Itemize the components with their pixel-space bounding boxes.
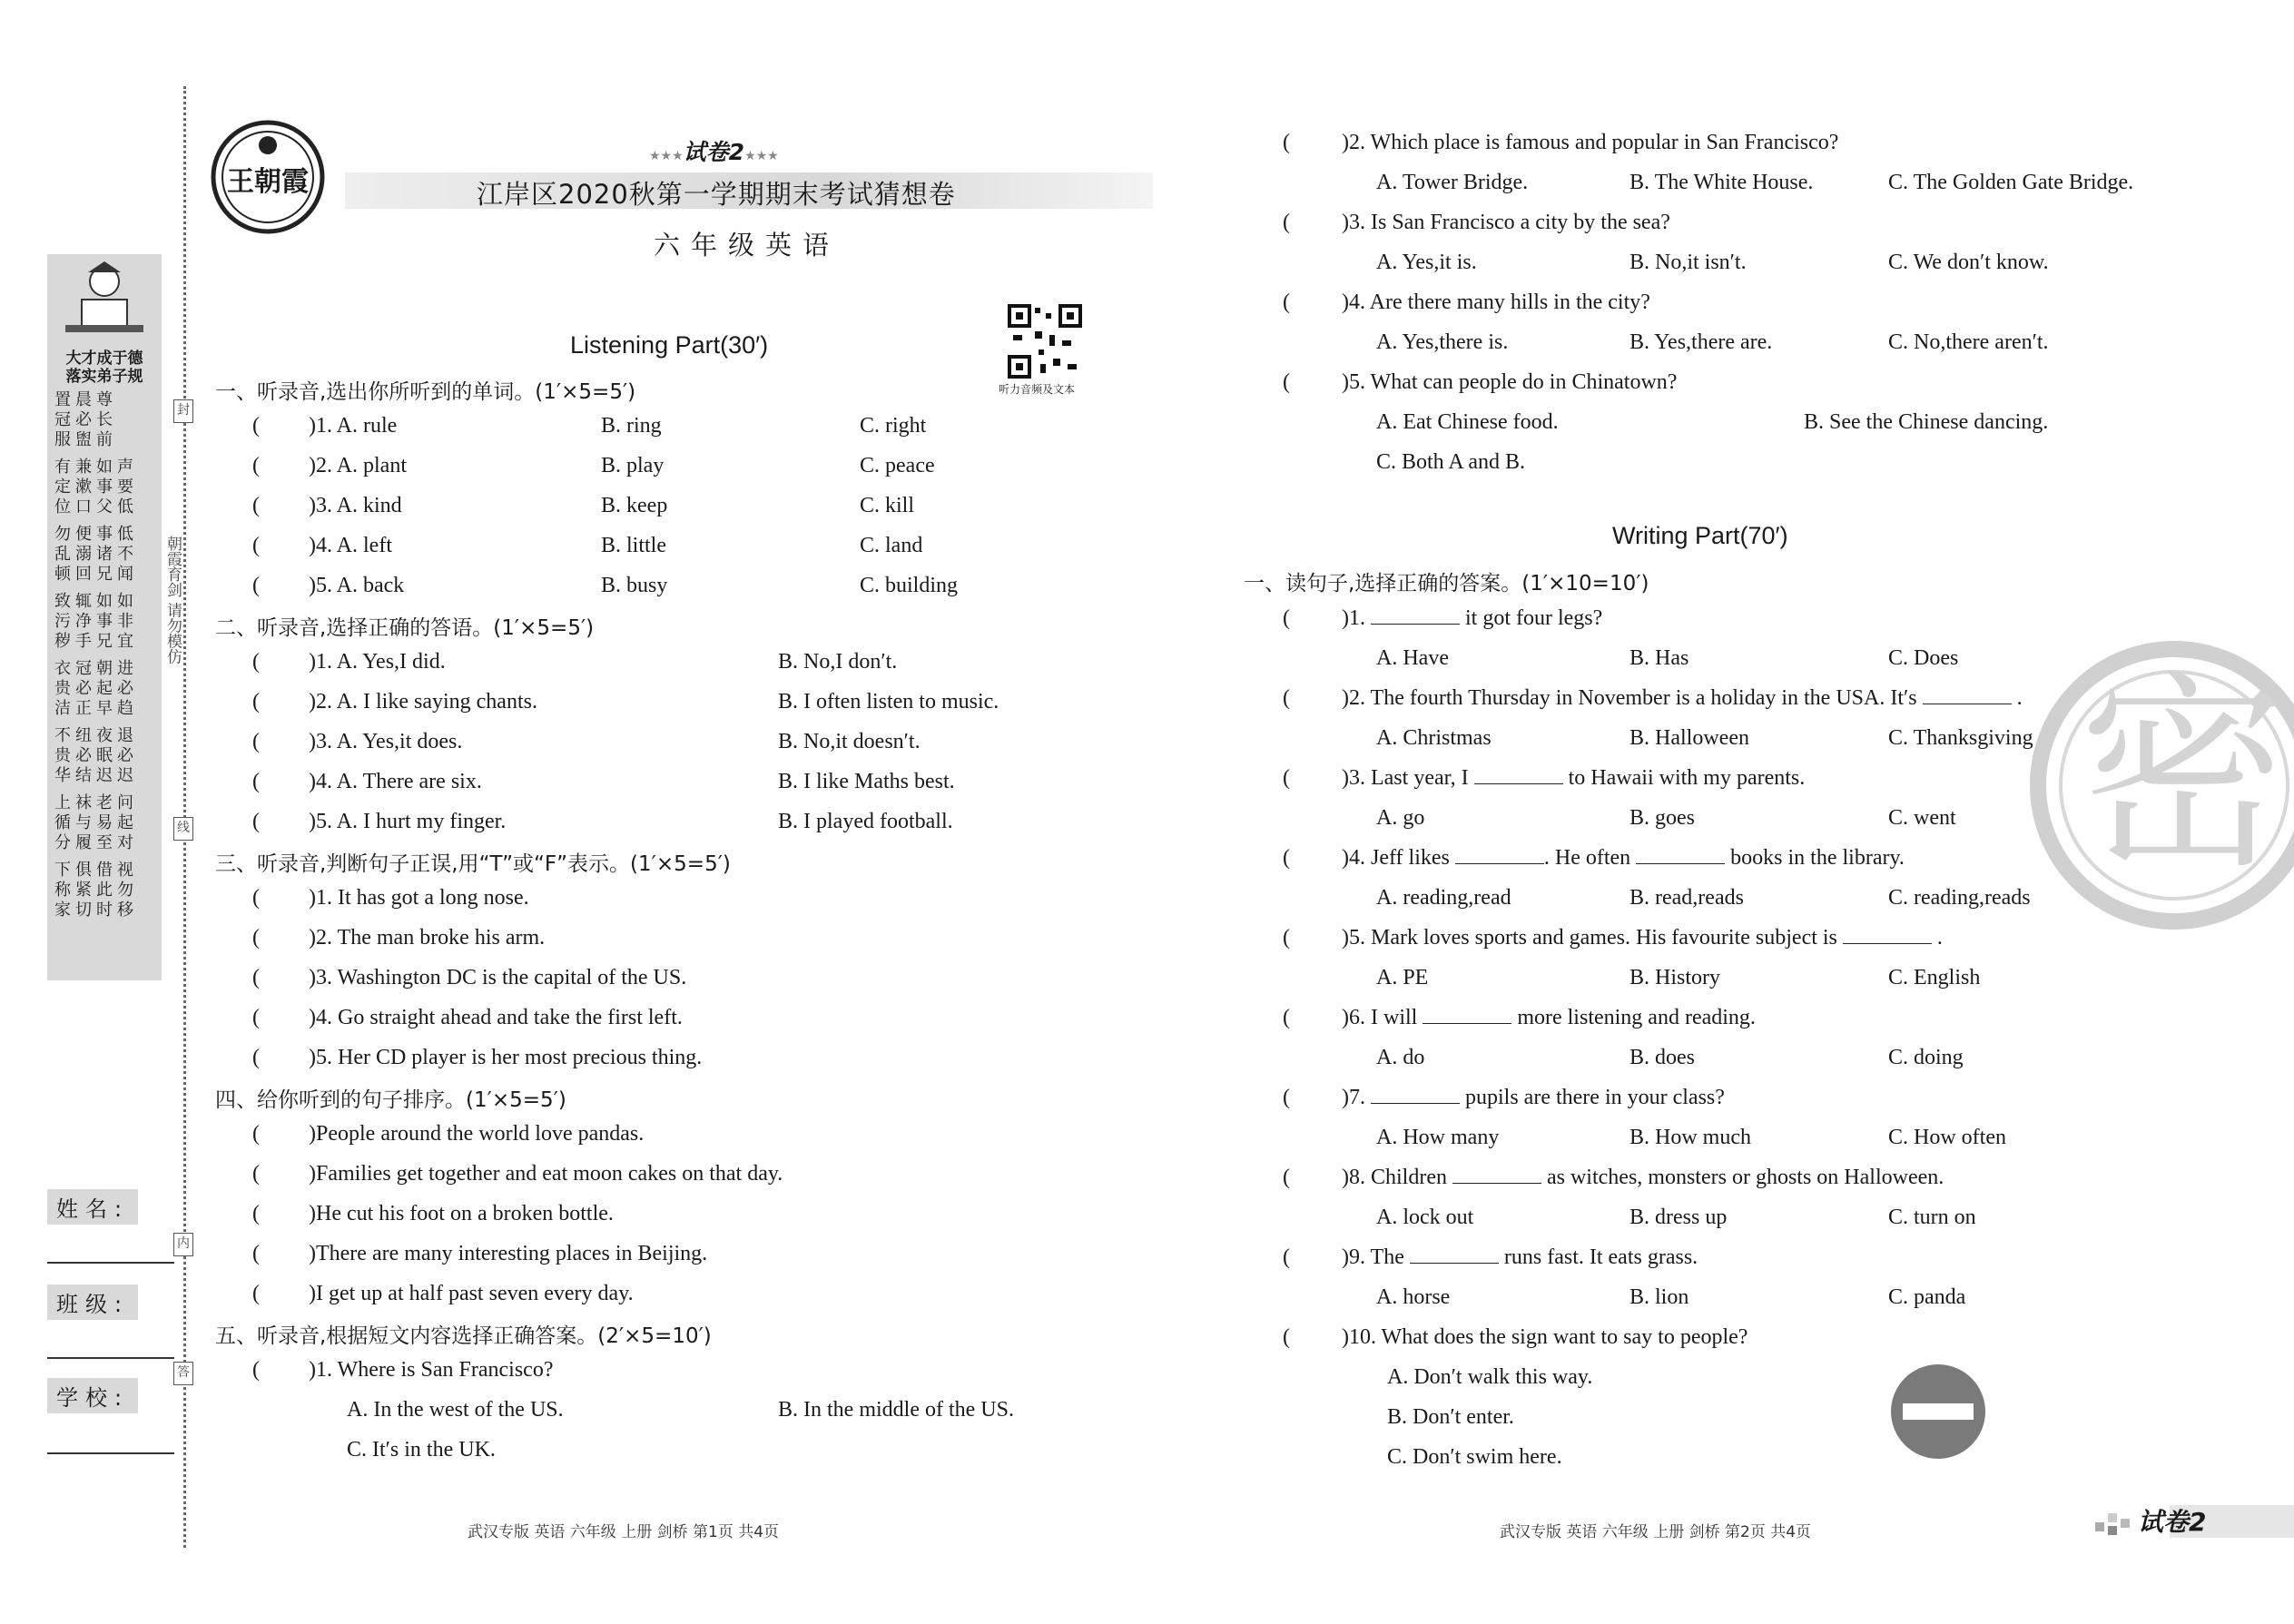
fold-mark: 封: [173, 399, 193, 423]
verse-line: 定漱事要: [54, 477, 138, 497]
answer-blank[interactable]: [1371, 606, 1460, 625]
choice-option-c: C. Thanksgiving: [1888, 726, 2033, 750]
choice-option-b: B. keep: [601, 494, 668, 517]
answer-bracket[interactable]: (: [1283, 370, 1290, 394]
verse-line: 家切时移: [54, 901, 138, 920]
motto-line-2: 落实弟子规: [65, 368, 143, 386]
qr-code[interactable]: [1008, 304, 1082, 379]
verse-line: 冠必长: [54, 410, 117, 429]
verse-line: 勿便事低: [54, 525, 138, 544]
answer-bracket[interactable]: (: [1283, 1245, 1290, 1269]
choice-option-a: )5. A. back: [309, 574, 405, 597]
question-text: )2. Which place is famous and popular in San Francisco?: [1342, 131, 1839, 154]
question-stem: )6. I will: [1342, 1006, 1418, 1029]
answer-bracket[interactable]: (: [252, 574, 260, 597]
answer-bracket[interactable]: (: [252, 454, 260, 477]
answer-blank[interactable]: [1410, 1245, 1499, 1264]
verse-line: 致辄如如: [54, 592, 138, 611]
question-text: [1342, 686, 2023, 711]
school-label: 学校:: [47, 1378, 138, 1413]
answer-bracket[interactable]: (: [1283, 1325, 1290, 1349]
question-stem: more listening and reading.: [1517, 1006, 1756, 1029]
choice-option-a: A. do: [1376, 1046, 1425, 1069]
verse-line: 衣冠朝进: [54, 659, 138, 678]
answer-bracket[interactable]: (: [252, 1046, 260, 1069]
listening-part-title: Listening Part(30′): [570, 331, 769, 359]
choice-option-a: A. reading,read: [1376, 886, 1511, 910]
answer-bracket[interactable]: (: [252, 1162, 260, 1186]
choice-option-b: B. busy: [601, 574, 668, 597]
answer-bracket[interactable]: (: [252, 1242, 260, 1265]
verse-line: 循与易起: [54, 813, 138, 832]
answer-bracket[interactable]: (: [1283, 926, 1290, 950]
choice-option-b: B. dress up: [1629, 1206, 1728, 1229]
choice-option-c: C. doing: [1888, 1046, 1964, 1069]
choice-option-b: B. The White House.: [1629, 171, 1814, 194]
question-stem: )1.: [1342, 606, 1365, 630]
section-1-heading: 一、听录音,选出你所听到的单词。(1′×5=5′): [215, 380, 636, 404]
choice-option-c: C. It′s in the UK.: [347, 1438, 496, 1462]
verse-group: [54, 458, 156, 517]
motto-line-1: 大才成于德: [65, 349, 143, 368]
verse-line: 乱溺诸不: [54, 545, 138, 564]
true-false-statement: )3. Washington DC is the capital of the US.: [309, 966, 687, 989]
paper-tag-text: 试卷2: [683, 139, 745, 165]
answer-bracket[interactable]: (: [1283, 846, 1290, 870]
question-stem: .: [1936, 926, 1943, 950]
answer-bracket[interactable]: (: [252, 690, 260, 714]
choice-option-c: C. Does: [1888, 646, 1959, 670]
question-stem: )3. Last year, I: [1342, 766, 1469, 790]
choice-option-b: B. I played football.: [778, 810, 953, 833]
choice-option-b: B. In the middle of the US.: [778, 1398, 1014, 1422]
answer-blank[interactable]: [1923, 686, 2012, 704]
choice-option-a: A. PE: [1376, 966, 1429, 989]
question-stem: . He often: [1543, 846, 1631, 870]
verse-line: 不纽夜退: [54, 726, 138, 745]
choice-option-a: A. Yes,it is.: [1376, 251, 1477, 274]
choice-option-b: B. I like Maths best.: [778, 770, 955, 793]
choice-option-b: B. See the Chinese dancing.: [1804, 410, 2049, 434]
question-stem: runs fast. It eats grass.: [1503, 1245, 1698, 1269]
question-stem: to Hawaii with my parents.: [1568, 766, 1806, 790]
choice-option-b: B. Yes,there are.: [1629, 330, 1773, 354]
choice-option-a: )2. A. I like saying chants.: [309, 690, 537, 714]
answer-bracket[interactable]: (: [1283, 290, 1290, 314]
stamp-character: 密: [2079, 655, 2289, 897]
choice-option-c: C. English: [1888, 966, 1981, 989]
question-text: )10. What does the sign want to say to people?: [1342, 1325, 1748, 1349]
section-2-heading: 二、听录音,选择正确的答语。(1′×5=5′): [215, 616, 595, 640]
verse-line: 贵必眠必: [54, 746, 138, 765]
answer-blank[interactable]: [1452, 1166, 1541, 1184]
answer-blank[interactable]: [1455, 846, 1544, 864]
answer-bracket[interactable]: (: [1283, 766, 1290, 790]
choice-option-b: B. goes: [1629, 806, 1695, 830]
answer-bracket[interactable]: (: [252, 1006, 260, 1029]
choice-option-a: )4. A. left: [309, 534, 392, 557]
choice-option-a: )1. A. rule: [309, 414, 398, 438]
name-label: 姓名:: [47, 1189, 138, 1225]
choice-option-b: B. does: [1629, 1046, 1695, 1069]
choice-option-c: C. How often: [1888, 1126, 2006, 1149]
ordering-sentence: )Families get together and eat moon cakes on that day.: [309, 1162, 783, 1186]
class-label: 班级:: [47, 1284, 138, 1320]
verse-line: 贵必起必: [54, 679, 138, 698]
answer-bracket[interactable]: (: [252, 1358, 260, 1382]
verse-group: [54, 390, 156, 450]
choice-option-c: C. We don′t know.: [1888, 251, 2049, 274]
choice-option-b: B. play: [601, 454, 665, 477]
question-text: [1342, 1086, 1725, 1110]
choice-option-a: A. go: [1376, 806, 1425, 830]
answer-blank[interactable]: [1474, 766, 1563, 784]
answer-bracket[interactable]: (: [252, 810, 260, 833]
name-field[interactable]: [47, 1262, 174, 1264]
question-stem: )5. Mark loves sports and games. His favourite subject is: [1342, 926, 1837, 950]
verse-line: 分履至对: [54, 833, 138, 852]
question-stem: .: [2016, 686, 2023, 710]
section-3-heading: 三、听录音,判断句子正误,用“T”或“F”表示。(1′×5=5′): [215, 852, 731, 876]
answer-blank[interactable]: [1843, 926, 1932, 944]
answer-bracket[interactable]: (: [1283, 211, 1290, 234]
answer-bracket[interactable]: (: [1283, 686, 1290, 710]
choice-option-a: A. Christmas: [1376, 726, 1492, 750]
verse-line: 洁正早趋: [54, 699, 138, 718]
verse-line: 顿回兄闻: [54, 565, 138, 584]
answer-bracket[interactable]: (: [252, 414, 260, 438]
verse-line: 下俱借视: [54, 861, 138, 880]
verse-line: 华结迟迟: [54, 766, 138, 785]
verse-line: 位口父低: [54, 497, 138, 517]
verse-group: [54, 659, 156, 719]
choice-option-a: A. Don′t walk this way.: [1387, 1365, 1593, 1389]
choice-option-c: C. Don′t swim here.: [1387, 1445, 1562, 1469]
question-text: )5. What can people do in Chinatown?: [1342, 370, 1678, 394]
choice-option-b: B. Halloween: [1629, 726, 1749, 750]
answer-bracket[interactable]: (: [252, 966, 260, 989]
question-stem: as witches, monsters or ghosts on Halloween.: [1546, 1166, 1944, 1189]
choice-option-b: B. Has: [1629, 646, 1689, 670]
verse-group: [54, 861, 156, 920]
scholar-illustration: [47, 254, 162, 345]
choice-option-b: B. I often listen to music.: [778, 690, 999, 714]
verse-line: 服盥前: [54, 430, 117, 449]
choice-option-b: B. read,reads: [1629, 886, 1744, 910]
question-text: [1342, 846, 1905, 871]
choice-option-a: A. Tower Bridge.: [1376, 171, 1529, 194]
choice-option-a: )3. A. kind: [309, 494, 402, 517]
answer-bracket[interactable]: (: [252, 730, 260, 753]
ordering-sentence: )People around the world love pandas.: [309, 1122, 645, 1146]
answer-blank[interactable]: [1423, 1006, 1511, 1024]
choice-option-a: A. lock out: [1376, 1206, 1474, 1229]
question-text: )3. Is San Francisco a city by the sea?: [1342, 211, 1670, 234]
question-stem: )7.: [1342, 1086, 1365, 1109]
question-text: [1342, 926, 1943, 950]
section-5-heading: 五、听录音,根据短文内容选择正确答案。(2′×5=10′): [215, 1324, 712, 1348]
choice-option-c: C. panda: [1888, 1285, 1966, 1309]
question-text: [1342, 766, 1805, 791]
choice-option-b: B. little: [601, 534, 666, 557]
true-false-statement: )1. It has got a long nose.: [309, 886, 529, 910]
choice-option-b: B. lion: [1629, 1285, 1689, 1309]
school-field[interactable]: [47, 1452, 174, 1454]
verse-line: 上袜老问: [54, 793, 138, 812]
choice-option-a: A. horse: [1376, 1285, 1451, 1309]
true-false-statement: )5. Her CD player is her most precious thing.: [309, 1046, 703, 1069]
verse-line: 秽手兄宜: [54, 632, 138, 651]
ordering-sentence: )He cut his foot on a broken bottle.: [309, 1202, 614, 1225]
answer-bracket[interactable]: (: [1283, 1086, 1290, 1109]
question-text: [1342, 606, 1602, 631]
fold-mark: 内: [173, 1233, 193, 1256]
choice-option-c: C. turn on: [1888, 1206, 1976, 1229]
qr-caption: 听力音频及文本: [999, 383, 1076, 396]
paper-tag: ★★★试卷2★★★: [649, 139, 779, 165]
fold-mark: 答: [173, 1362, 193, 1385]
writing-section-1-heading: 一、读句子,选择正确的答案。(1′×10=10′): [1244, 572, 1649, 595]
ordering-sentence: )I get up at half past seven every day.: [309, 1282, 634, 1305]
question-text: )4. Are there many hills in the city?: [1342, 290, 1650, 314]
choice-option-b: B. ring: [601, 414, 662, 438]
question-stem: )4. Jeff likes: [1342, 846, 1450, 870]
writing-part-title: Writing Part(70′): [1612, 522, 1788, 549]
choice-option-c: C. reading,reads: [1888, 886, 2031, 910]
fold-mark: 线: [173, 817, 193, 841]
question-text: [1342, 1166, 1944, 1190]
choice-option-b: B. No,it isn′t.: [1629, 251, 1747, 274]
verse-group: [54, 592, 156, 652]
choice-option-c: C. Both A and B.: [1376, 450, 1526, 474]
sidebar-verses: [54, 390, 156, 928]
answer-bracket[interactable]: (: [252, 1202, 260, 1225]
verse-group: [54, 525, 156, 585]
choice-option-a: )3. A. Yes,it does.: [309, 730, 463, 753]
question-stem: pupils are there in your class?: [1465, 1086, 1725, 1109]
answer-bracket[interactable]: (: [252, 1122, 260, 1146]
verse-group: [54, 793, 156, 853]
footer-left: 武汉专版 英语 六年级 上册 剑桥 第1页 共4页: [468, 1523, 780, 1541]
choice-option-a: )5. A. I hurt my finger.: [309, 810, 507, 833]
choice-option-a: A. Have: [1376, 646, 1449, 670]
true-false-statement: )2. The man broke his arm.: [309, 926, 546, 950]
answer-bracket[interactable]: (: [252, 534, 260, 557]
answer-bracket[interactable]: (: [252, 926, 260, 950]
question-stem: books in the library.: [1730, 846, 1905, 870]
footer-right: 武汉专版 英语 六年级 上册 剑桥 第2页 共4页: [1500, 1523, 1812, 1541]
choice-option-a: A. In the west of the US.: [347, 1398, 564, 1422]
choice-option-c: C. The Golden Gate Bridge.: [1888, 171, 2134, 194]
question-text: [1342, 1006, 1756, 1030]
question-stem: it got four legs?: [1465, 606, 1603, 630]
answer-blank[interactable]: [1371, 1086, 1460, 1104]
choice-option-c: C. kill: [860, 494, 915, 517]
choice-option-c: C. went: [1888, 806, 1956, 830]
choice-option-a: )2. A. plant: [309, 454, 407, 477]
answer-blank[interactable]: [1636, 846, 1725, 864]
answer-bracket[interactable]: (: [1283, 1006, 1290, 1029]
fold-text: 朝霞育剑 请勿模仿: [163, 536, 182, 664]
answer-bracket[interactable]: (: [252, 886, 260, 910]
choice-option-b: B. Don′t enter.: [1387, 1405, 1514, 1429]
choice-option-b: B. No,it doesn′t.: [778, 730, 921, 753]
choice-option-a: A. How many: [1376, 1126, 1500, 1149]
choice-option-c: C. building: [860, 574, 959, 597]
choice-option-c: C. land: [860, 534, 923, 557]
verse-group: [54, 726, 156, 786]
question-stem: )2. The fourth Thursday in November is a holiday in the USA. It′s: [1342, 686, 1917, 710]
choice-option-b: B. How much: [1629, 1126, 1751, 1149]
question-stem: )8. Children: [1342, 1166, 1447, 1189]
choice-option-a: )4. A. There are six.: [309, 770, 482, 793]
answer-bracket[interactable]: (: [1283, 606, 1290, 630]
choice-option-a: A. Yes,there is.: [1376, 330, 1509, 354]
question-text: [1342, 1245, 1698, 1270]
verse-line: 污净事非: [54, 612, 138, 631]
exam-title: 江岸区2020秋第一学期期末考试猜想卷: [477, 179, 956, 210]
answer-bracket[interactable]: (: [252, 1282, 260, 1305]
answer-bracket[interactable]: (: [1283, 1166, 1290, 1189]
choice-option-c: C. peace: [860, 454, 935, 477]
answer-bracket[interactable]: (: [1283, 131, 1290, 154]
choice-option-b: B. History: [1629, 966, 1721, 989]
question-stem: )9. The: [1342, 1245, 1404, 1269]
choice-option-b: B. No,I don′t.: [778, 650, 898, 674]
sidebar-motto: [47, 254, 162, 386]
verse-line: 称紧此勿: [54, 881, 138, 900]
choice-option-c: C. No,there aren′t.: [1888, 330, 2049, 354]
class-field[interactable]: [47, 1357, 174, 1359]
true-false-statement: )4. Go straight ahead and take the first left.: [309, 1006, 683, 1029]
brand-logo-text: 王朝霞: [227, 166, 309, 198]
no-entry-sign-icon: [1888, 1362, 1988, 1462]
choice-option-a: )1. A. Yes,I did.: [309, 650, 446, 674]
answer-bracket[interactable]: (: [252, 494, 260, 517]
verse-line: 有兼如声: [54, 458, 138, 477]
answer-bracket[interactable]: (: [252, 650, 260, 674]
verse-line: 置晨尊: [54, 390, 117, 409]
footer-paper-tag: 试卷2: [2138, 1507, 2207, 1537]
section-4-heading: 四、给你听到的句子排序。(1′×5=5′): [215, 1088, 566, 1112]
footer-decor: [2095, 1510, 2132, 1537]
ordering-sentence: )There are many interesting places in Beijing.: [309, 1242, 708, 1265]
exam-subtitle: 六年级英语: [654, 230, 841, 261]
choice-option-c: C. right: [860, 414, 927, 438]
choice-option-a: A. Eat Chinese food.: [1376, 410, 1559, 434]
answer-bracket[interactable]: (: [252, 770, 260, 793]
question-text: )1. Where is San Francisco?: [309, 1358, 554, 1382]
